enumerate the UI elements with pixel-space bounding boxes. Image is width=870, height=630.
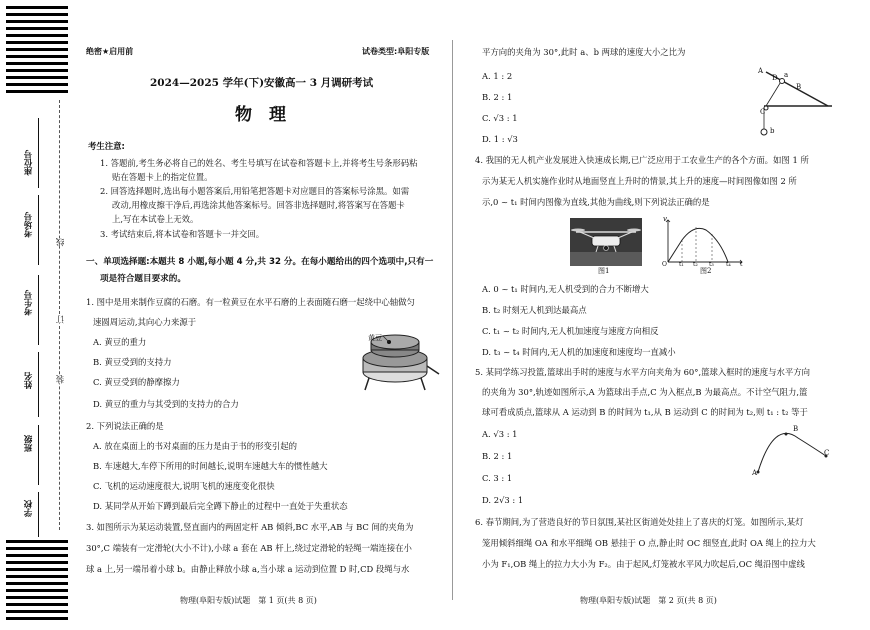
q4-stem: 示,0 ~ t₁ 时间内图像为直线,其他为曲线,则下列说法正确的是 <box>482 197 710 207</box>
q5-option-c: C. 3 : 1 <box>482 473 513 483</box>
note-line: 2. 回答选择题时,选出每小题答案后,用铅笔把答题卡对应题目的答案标号涂黑。如需 <box>100 186 410 196</box>
q5-fig-label-b: B <box>793 425 799 433</box>
notes-title: 考生注意: <box>88 141 125 151</box>
page-divider <box>452 40 453 600</box>
section-1-heading: 一、单项选择题:本题共 8 小题,每小题 4 分,共 32 分。在每小题给出的四个选项中,只有一 <box>86 257 434 267</box>
q3-option-b: B. 2 : 1 <box>482 92 513 102</box>
q4-stem: 示为某无人机实施作业时从地面竖直上升时的情景,其上升的速度—时间图像如图 2 所 <box>482 176 797 186</box>
q5-fig-label-c: C <box>824 449 830 457</box>
q2-stem: 2. 下列说法正确的是 <box>86 421 164 431</box>
cut-mark-line: 线 <box>55 238 65 247</box>
q4-vt-graph <box>662 215 746 268</box>
q3-fig-label-c: C <box>760 108 766 116</box>
q3-fig-label-a-point: A <box>758 67 764 75</box>
exam-title: 2024—2025 学年(下)安徽高一 3 月调研考试 <box>150 77 374 89</box>
graph-origin-label: O <box>662 261 667 268</box>
field-student-no: 考生号 <box>23 290 33 316</box>
q3-option-a: A. 1 : 2 <box>482 71 513 81</box>
graph-t-label: t <box>740 261 743 268</box>
q3-stem: 30°,C 端装有一定滑轮(大小不计),小球 a 套在 AB 杆上,绕过定滑轮的轻绳一端连接在小 <box>86 543 412 553</box>
q3-option-d: D. 1 : √3 <box>482 134 518 144</box>
q3-fig-label-d: D <box>772 74 778 82</box>
binding-strip <box>0 0 70 630</box>
field-seat-no: 座位号 <box>23 150 33 176</box>
note-line: 贴在答题卡上的指定位置。 <box>112 172 213 182</box>
paper-type: 试卷类型:阜阳专版 <box>362 47 430 56</box>
field-school: 学校 <box>23 500 33 517</box>
q1-stem-cont: 速圆周运动,其向心力来源于 <box>93 317 197 327</box>
q5-fig-label-a: A <box>752 469 758 477</box>
graph-v-label: v <box>663 215 667 223</box>
note-line: 改动,用橡皮擦干净后,再选涂其他答案标号。回答非选择题时,将答案写在答题卡 <box>112 200 405 210</box>
secret-label: 绝密★启用前 <box>86 47 134 56</box>
note-line: 上,写在本试卷上无效。 <box>112 214 199 224</box>
q4-option-c: C. t₁ ~ t₂ 时间内,无人机加速度与速度方向相反 <box>482 326 659 336</box>
q2-option-b: B. 车速越大,车停下所用的时间越长,说明车速越大车的惯性越大 <box>93 461 328 471</box>
q2-option-d: D. 某同学从开始下蹲到最后完全蹲下静止的过程中一直处于失重状态 <box>93 501 348 511</box>
graph-t3-label: t₃ <box>709 261 714 268</box>
field-name: 姓名 <box>23 372 33 389</box>
q1-option-c: C. 黄豆受到的静摩擦力 <box>93 377 180 387</box>
graph-t4-label: t₄ <box>726 261 731 268</box>
cut-mark-bind: 装 <box>55 375 65 384</box>
q1-stem: 1. 图中是用来制作豆腐的石磨。有一粒黄豆在水平石磨的上表面随石磨一起绕中心轴做匀 <box>86 297 415 307</box>
q5-option-d: D. 2√3 : 1 <box>482 495 524 505</box>
graph-t2-label: t₂ <box>693 261 698 268</box>
q4-stem: 4. 我国的无人机产业发展进入快速成长期,已广泛应用于工农业生产的各个方面。如图 1 所 <box>475 155 809 165</box>
field-room-no: 考场号 <box>23 212 33 238</box>
cut-mark-staple: 订 <box>55 315 65 324</box>
q4-option-b: B. t₂ 时刻无人机到达最高点 <box>482 305 587 315</box>
q4-fig2-caption: 图2 <box>700 267 712 275</box>
q3-stem-cont: 平方向的夹角为 30°,此时 a、b 两球的速度大小之比为 <box>482 47 686 57</box>
q5-stem: 5. 某同学练习投篮,篮球出手时的速度与水平方向夹角为 60°,篮球入框时的速度与水平方向 <box>475 367 810 377</box>
q5-stem: 的夹角为 30°,轨迹如图所示,A 为篮球出手点,C 为入框点,B 为最高点。不计空气阻力,篮 <box>482 387 808 397</box>
q3-option-c: C. √3 : 1 <box>482 113 518 123</box>
q6-stem: 笼用倾斜细绳 OA 和水平细绳 OB 悬挂于 O 点,静止时 OC 细竖直,此时 OA 绳上的拉力大 <box>482 538 816 548</box>
graph-t1-label: t₁ <box>679 261 684 268</box>
q2-option-a: A. 放在桌面上的书对桌面的压力是由于书的形变引起的 <box>93 441 297 451</box>
q1-figure-label: 黄豆 <box>368 334 382 342</box>
note-line: 1. 答题前,考生务必将自己的姓名、考生号填写在试卷和答题卡上,并将考生号条形码粘 <box>100 158 418 168</box>
field-class: 班级 <box>23 435 33 452</box>
q4-option-d: D. t₃ ~ t₄ 时间内,无人机的加速度和速度均一直减小 <box>482 347 676 357</box>
q4-fig1-caption: 图1 <box>598 267 610 275</box>
q3-fig-label-b-ball: b <box>770 127 775 135</box>
q6-stem: 6. 春节期间,为了营造良好的节日氛围,某社区街道处处挂上了喜庆的灯笼。如图所示,某灯 <box>475 517 804 527</box>
q5-stem: 球可看成质点,篮球从 A 运动到 B 的时间为 t₁,从 B 运动到 C 的时间为 t₂,则 t₁ : t₂ 等于 <box>482 407 808 417</box>
note-line: 3. 考试结束后,将本试卷和答题卡一并交回。 <box>100 229 265 239</box>
q6-stem: 小为 F₁,OB 绳上的拉力大小为 F₂。由于起风,灯笼被水平风力吹起后,OC 绳沿图中虚线 <box>482 559 805 569</box>
q5-trajectory-figure <box>752 425 832 478</box>
q3-stem: 球 a 上,另一端吊着小球 b。由静止释放小球 a,当小球 a 运动到位置 D 时,CD 段绳与水 <box>86 564 410 574</box>
q1-option-d: D. 黄豆的重力与其受到的支持力的合力 <box>93 399 239 409</box>
q3-fig-label-a-ball: a <box>784 71 789 79</box>
q1-option-b: B. 黄豆受到的支持力 <box>93 357 172 367</box>
footer-left: 物理(阜阳专版)试题 第 1 页(共 8 页) <box>180 596 317 605</box>
footer-right: 物理(阜阳专版)试题 第 2 页(共 8 页) <box>580 596 717 605</box>
q2-option-c: C. 飞机的运动速度很大,说明飞机的速度变化很快 <box>93 481 275 491</box>
q3-figure <box>752 64 842 144</box>
q4-option-a: A. 0 ~ t₁ 时间内,无人机受到的合力不断增大 <box>482 284 649 294</box>
q5-option-b: B. 2 : 1 <box>482 451 513 461</box>
q3-stem: 3. 如图所示为某运动装置,竖直面内的两固定杆 AB 倾斜,BC 水平,AB 与 BC 间的夹角为 <box>86 522 414 532</box>
q1-option-a: A. 黄豆的重力 <box>93 337 147 347</box>
q5-option-a: A. √3 : 1 <box>482 429 518 439</box>
drone-photo <box>570 218 642 266</box>
section-1-heading-cont: 项是符合题目要求的。 <box>100 274 186 284</box>
q3-fig-label-b: B <box>796 83 802 91</box>
subject-title: 物 理 <box>235 105 286 125</box>
